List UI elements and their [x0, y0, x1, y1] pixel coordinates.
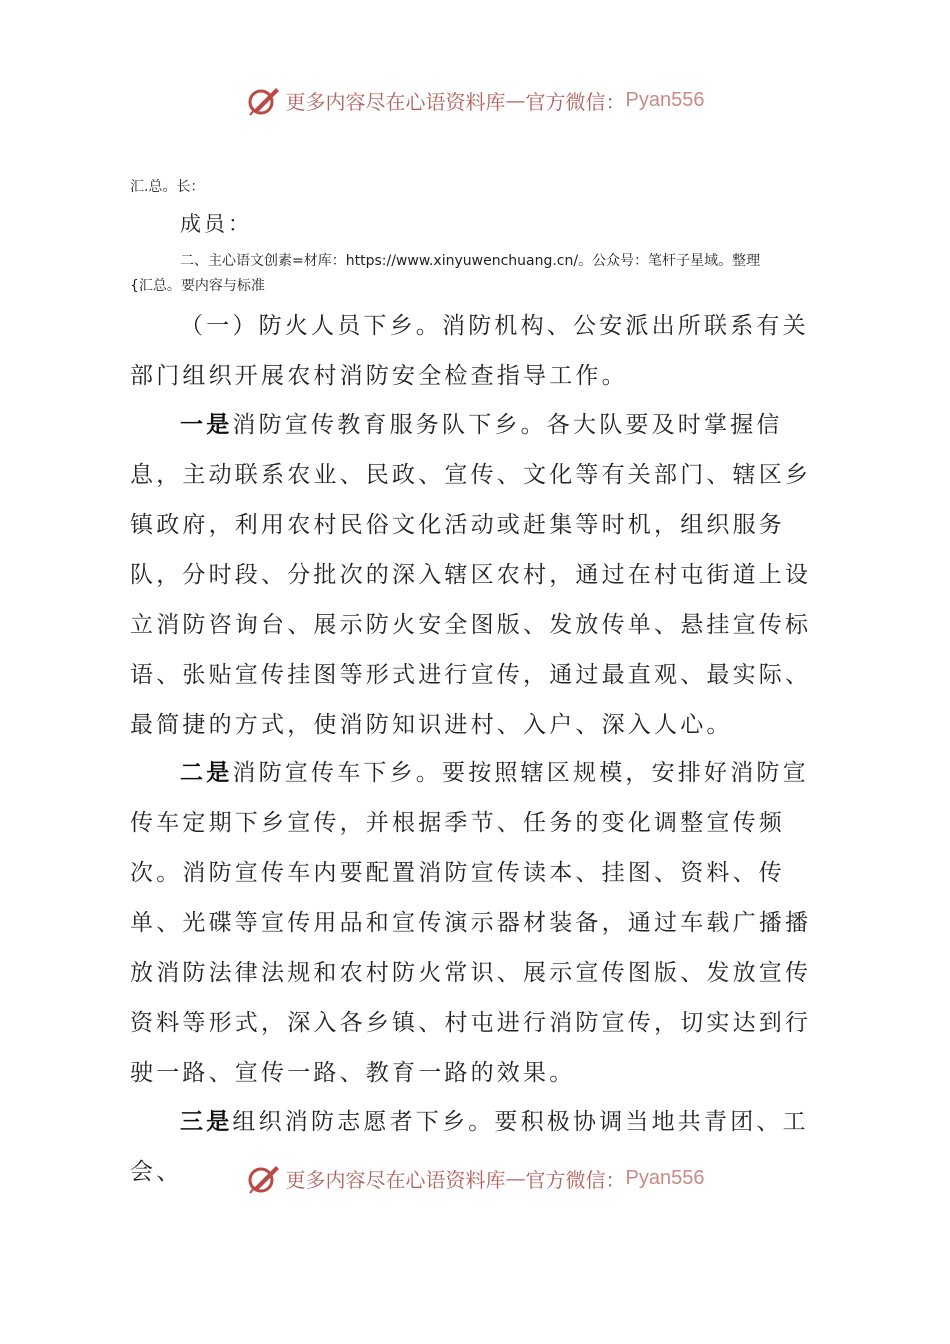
paragraph-2-lead: 一是 — [180, 411, 233, 438]
paragraph-3-lead: 二是 — [180, 759, 233, 786]
header-banner — [0, 82, 950, 118]
pen-logo-icon — [246, 1160, 282, 1196]
banner-separator: — — [505, 88, 526, 112]
banner-wechat-id: Pyan556 — [625, 88, 705, 111]
banner-title: 更多内容尽在心语资料库 — [285, 89, 506, 114]
footer-banner-wechat-id: Pyan556 — [625, 1166, 705, 1189]
paragraph-3-body: 消防宣传车下乡。要按照辖区规模，安排好消防宣传车定期下乡宣传，并根据季节、任务的变化调整宣传频次。消防宣传车内要配置消防宣传读本、挂图、资料、传单、光碟等宣传用品和宣传演示器材装备，通过车载广播播放消防法律法规和农村防火常识、展示宣传图版、发放宣传资料等形式，深入各乡镇、村屯进行消防宣传，切实达到行驶一路、宣传一路、教育一路的效果。 — [130, 760, 812, 1086]
paragraph-3 — [130, 748, 830, 1098]
paragraph-2 — [130, 400, 830, 750]
footer-banner-title: 更多内容尽在心语资料库 — [285, 1167, 506, 1192]
footer-banner — [0, 1160, 950, 1196]
header-line-a: 汇.总。长： — [130, 179, 205, 195]
paragraph-4-lead: 三是 — [180, 1108, 233, 1135]
header-line-c: {汇总。要内容与标准 — [130, 278, 265, 294]
banner-wechat-label: 官方微信： — [525, 89, 626, 114]
header-line-b: 二、主心语文创素=材库：https://www.xinyuwenchuang.cn/。公众号：笔杆子星域。整理 — [180, 253, 761, 269]
footer-banner-separator: — — [505, 1166, 526, 1190]
members-label: 成员： — [180, 212, 252, 236]
paragraph-4-body: 组织消防志愿者下乡。要积极协调当地共青团、工会、 — [130, 1109, 809, 1185]
pen-logo-icon — [246, 82, 282, 118]
footer-banner-wechat-label: 官方微信： — [525, 1167, 626, 1192]
paragraph-1: （一）防火人员下乡。消防机构、公安派出所联系有关部门组织开展农村消防安全检查指导工作。 — [130, 313, 809, 389]
paragraph-2-body: 消防宣传教育服务队下乡。各大队要及时掌握信息，主动联系农业、民政、宣传、文化等有关部门、辖区乡镇政府，利用农村民俗文化活动或赶集等时机，组织服务队，分时段、分批次的深入辖区农村，通过在村屯街道上设立消防咨询台、展示防火安全图版、发放传单、悬挂宣传标语、张贴宣传挂图等形式进行宣传，通过最直观、最实际、最简捷的方式，使消防知识进村、入户、深入人心。 — [130, 412, 812, 738]
